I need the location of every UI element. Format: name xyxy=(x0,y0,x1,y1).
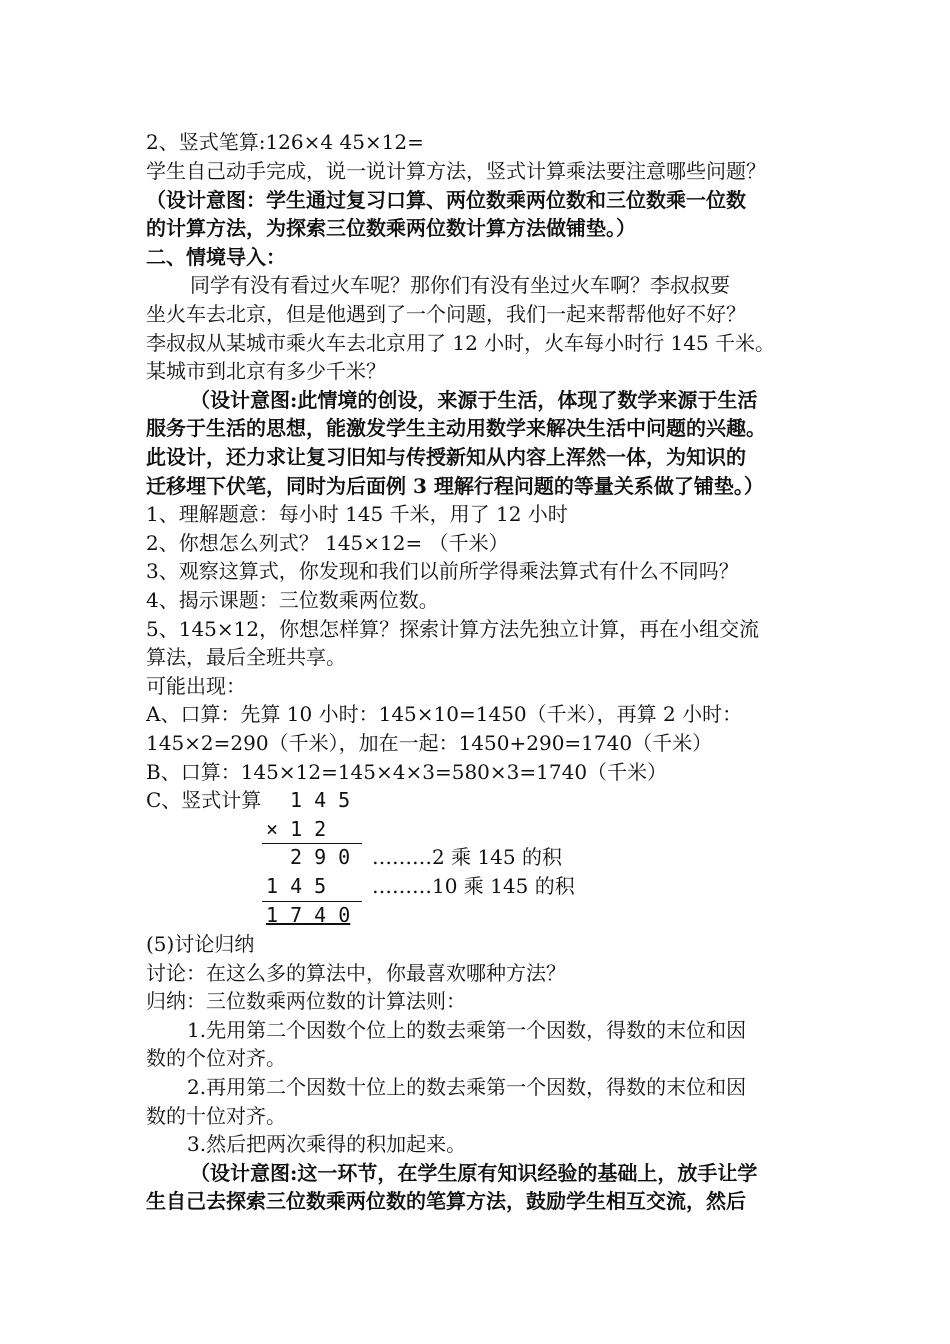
design-intent-line: （设计意图:此情境的创设，来源于生活，体现了数学来源于生活 xyxy=(190,388,758,412)
section-heading: (5)讨论归纳 xyxy=(146,932,255,956)
partial-product-note: ………10 乘 145 的积 xyxy=(372,874,575,898)
design-intent-line: 此设计，还力求让复习旧知与传授新知从内容上浑然一体，为知识的 xyxy=(146,445,746,469)
partial-product: 2 9 0 xyxy=(290,845,351,869)
multiplier: × 1 2 xyxy=(266,817,327,841)
rule-item: 数的十位对齐。 xyxy=(146,1104,286,1128)
design-intent-line: （设计意图:这一环节，在学生原有知识经验的基础上，放手让学 xyxy=(190,1161,758,1185)
rule-item: 3.然后把两次乘得的积加起来。 xyxy=(187,1132,467,1156)
design-intent-line: （设计意图：学生通过复习口算、两位数乘两位数和三位数乘一位数 xyxy=(146,188,746,212)
method-line: B、口算：145×12=145×4×3=580×3=1740（千米） xyxy=(146,760,668,784)
design-intent-line: 服务于生活的思想，能激发学生主动用数学来解决生活中问题的兴趣。 xyxy=(146,416,766,440)
paragraph-line: 归纳：三位数乘两位数的计算法则： xyxy=(146,989,466,1013)
paragraph-line: 可能出现： xyxy=(146,674,246,698)
partial-product: 1 4 5 xyxy=(266,874,327,898)
list-item: 3、观察这算式，你发现和我们以前所学得乘法算式有什么不同吗？ xyxy=(146,559,739,583)
design-intent-line: 的计算方法，为探索三位数乘两位数计算方法做铺垫。） xyxy=(146,216,636,240)
design-intent-line: 迁移埋下伏笔，同时为后面例 3 理解行程问题的等量关系做了铺垫。） xyxy=(146,474,764,498)
list-item: 1、理解题意：每小时 145 千米，用了 12 小时 xyxy=(146,502,568,526)
paragraph-line: 李叔叔从某城市乘火车去北京用了 12 小时，火车每小时行 145 千米。 xyxy=(146,331,776,355)
paragraph-line: 坐火车去北京，但是他遇到了一个问题，我们一起来帮帮他好不好？ xyxy=(146,302,746,326)
list-item: 2、你想怎么列式？ 145×12= （千米） xyxy=(146,531,509,555)
rule-item: 1.先用第二个因数个位上的数去乘第一个因数，得数的末位和因 xyxy=(187,1018,747,1042)
paragraph-line: 学生自己动手完成，说一说计算方法，竖式计算乘法要注意哪些问题？ xyxy=(146,159,766,183)
vertical-calc-exercise: 2、竖式笔算:126×4 45×12= xyxy=(146,130,424,154)
list-item: 算法，最后全班共享。 xyxy=(146,645,346,669)
final-product: 1 7 4 0 xyxy=(266,903,351,927)
section-heading: 二、情境导入： xyxy=(146,245,286,269)
method-line: A、口算：先算 10 小时：145×10=1450（千米），再算 2 小时： xyxy=(146,702,743,726)
list-item: 4、揭示课题：三位数乘两位数。 xyxy=(146,588,439,612)
rule-item: 2.再用第二个因数十位上的数去乘第一个因数，得数的末位和因 xyxy=(187,1075,747,1099)
paragraph-line: 同学有没有看过火车呢？那你们有没有坐过火车啊？李叔叔要 xyxy=(190,273,730,297)
method-line: 145×2=290（千米），加在一起：1450+290=1740（千米） xyxy=(146,731,713,755)
list-item: 5、145×12，你想怎样算？探索计算方法先独立计算，再在小组交流 xyxy=(146,617,760,641)
paragraph-line: 讨论：在这么多的算法中，你最喜欢哪种方法？ xyxy=(146,961,566,985)
paragraph-line: 某城市到北京有多少千米？ xyxy=(146,359,386,383)
method-line: C、竖式计算 xyxy=(146,788,262,812)
design-intent-line: 生自己去探索三位数乘两位数的笔算方法，鼓励学生相互交流，然后 xyxy=(146,1189,746,1213)
partial-product-note: ………2 乘 145 的积 xyxy=(372,845,562,869)
rule-item: 数的个位对齐。 xyxy=(146,1046,286,1070)
multiplicand: 1 4 5 xyxy=(290,788,351,812)
